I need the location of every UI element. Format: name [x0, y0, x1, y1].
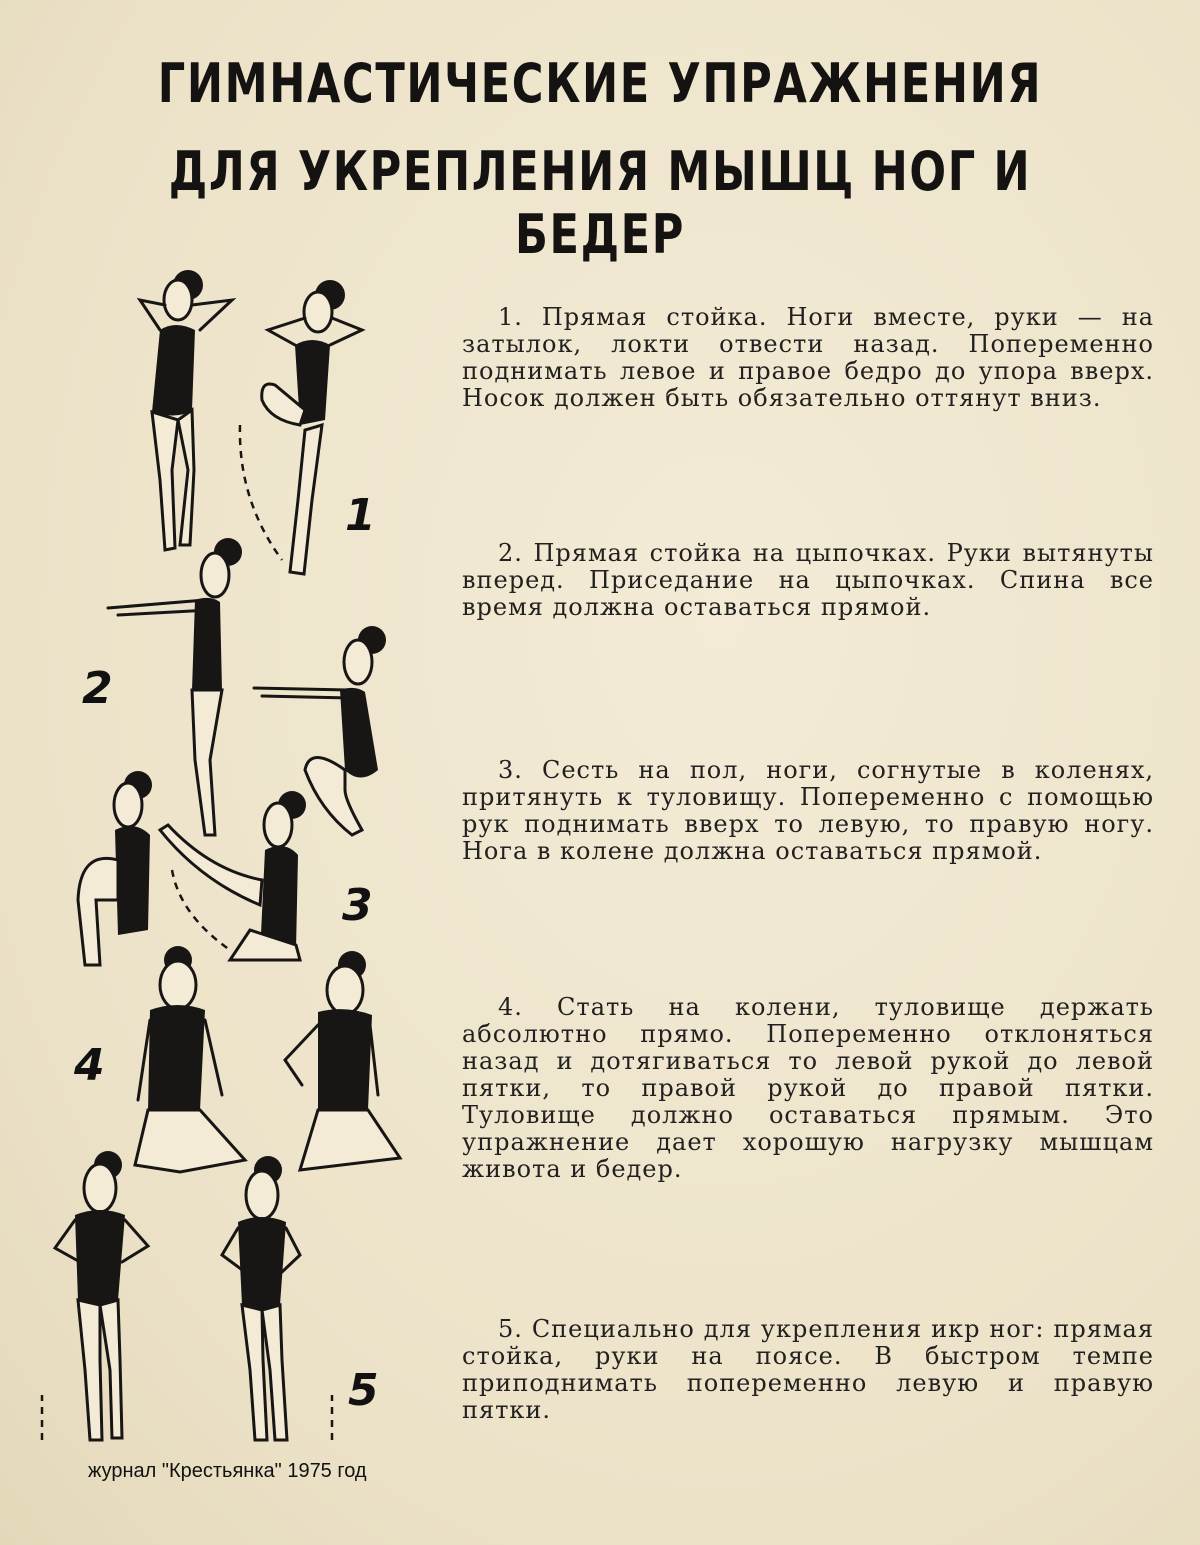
source-credit: журнал "Крестьянка" 1975 год [88, 1460, 367, 1482]
exercise-3-text: 3. Сесть на пол, ноги, согнутые в коленях, притянуть к туловищу. Попеременно с помощью рук поднимать вверх то левую, то правую ногу. Нога в колене должна оставаться прямой. [462, 756, 1154, 865]
exercise-4-text: 4. Стать на колени, туловище держать абсолютно прямо. Попеременно отклоняться назад и дотягиваться то левой рукой до левой пятки, то правой рукой до правой пятки. Туловище должно оставаться прямым. Это упражнение дает хорошую нагрузку мышцам живота и бедер. [462, 993, 1154, 1183]
exercise-1-text: 1. Прямая стойка. Ноги вместе, руки — на затылок, локти отвести назад. Попеременно поднимать левое и правое бедро до упора вверх. Носок должен быть обязательно оттянут вниз. [462, 303, 1154, 412]
page-title-line-2: ДЛЯ УКРЕПЛЕНИЯ МЫШЦ НОГ И БЕДЕР [168, 140, 1032, 266]
figure-3-seated-leg-raise [160, 791, 306, 960]
figure-4-kneeling-side [285, 951, 400, 1170]
exercise-2-text: 2. Прямая стойка на цыпочках. Руки вытянуты вперед. Приседание на цыпочках. Спина все время должна оставаться прямой. [462, 539, 1154, 621]
exercise-2-number: 2 [82, 663, 113, 714]
figure-4-kneeling-front [135, 946, 245, 1172]
figure-1-standing [140, 270, 232, 550]
exercise-3-number: 3 [342, 880, 373, 931]
exercise-5-text: 5. Специально для укрепления икр ног: прямая стойка, руки на поясе. В быстром темпе приподнимать попеременно левую и правую пятки. [462, 1315, 1154, 1424]
motion-arrow-1 [240, 425, 282, 560]
figure-3-seated-hugging-knees [78, 771, 152, 965]
exercise-4-number: 4 [74, 1040, 105, 1091]
exercise-5-number: 5 [348, 1365, 379, 1416]
figure-5-hands-on-hips-a [55, 1151, 148, 1440]
exercise-1-number: 1 [345, 490, 376, 541]
page-title-line-1: ГИМНАСТИЧЕСКИЕ УПРАЖНЕНИЯ [157, 52, 1043, 115]
figure-5-hands-on-hips-b [222, 1156, 300, 1440]
